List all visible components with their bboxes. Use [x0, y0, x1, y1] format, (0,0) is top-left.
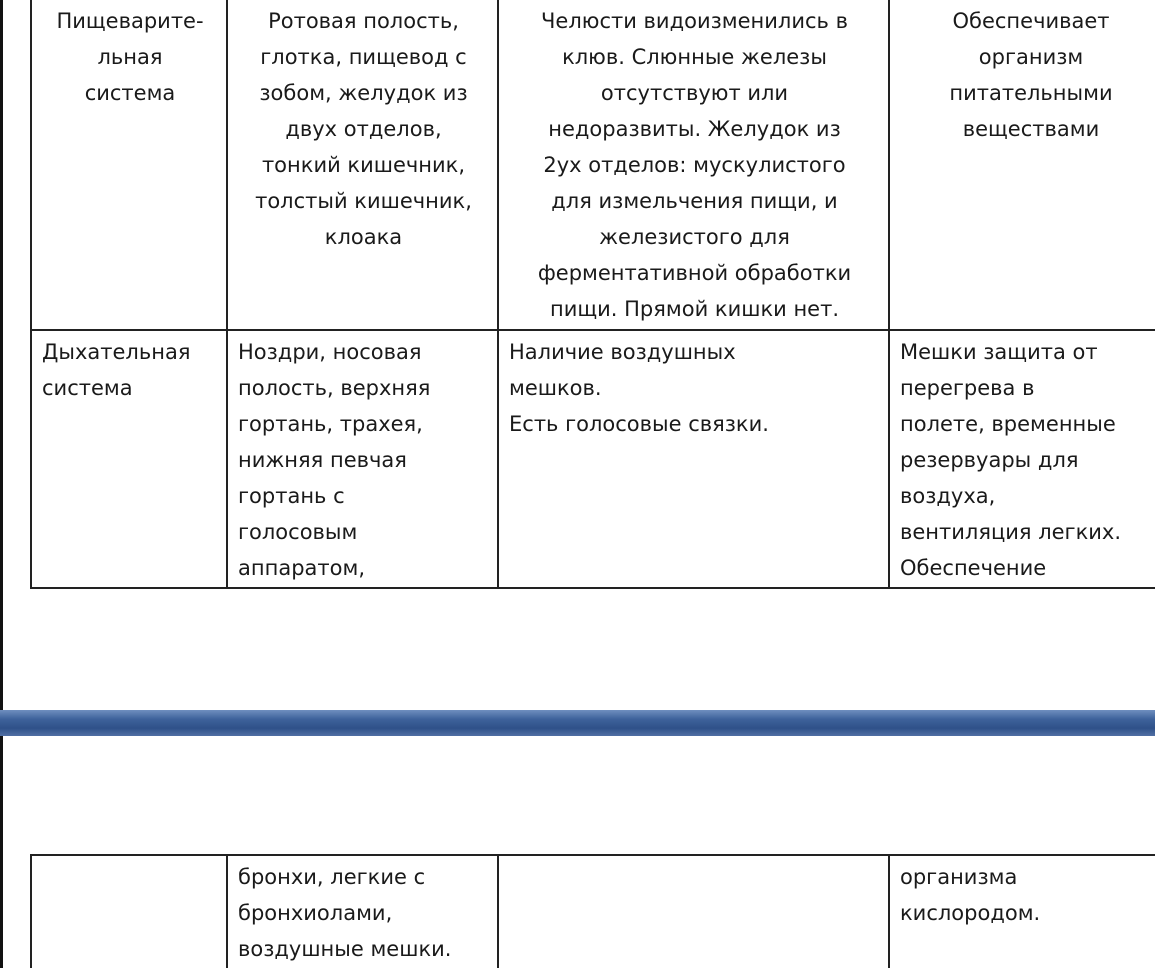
cell-organs	[227, 0, 498, 330]
cell-system	[31, 0, 227, 330]
table-row-respiratory	[31, 330, 1155, 588]
organs-text: Ротовая полость, глотка, пищевод с зобом, желудок из двух отделов, тонкий кишечник, толстый кишечник, клоака	[255, 9, 472, 249]
organs-text: Ноздри, носовая полость, верхняя гортань, трахея, нижняя певчая гортань с голосовым аппаратом,	[238, 340, 431, 580]
cell-organs	[227, 855, 498, 968]
function-text: организма кислородом.	[900, 865, 1041, 925]
function-text: Мешки защита от перегрева в полете, временные резервуары для воздуха, вентиляция легких. Обеспечение	[900, 340, 1122, 580]
cell-organs	[227, 330, 498, 588]
page-break-bar	[0, 710, 1155, 736]
table-row-respiratory-continued	[31, 855, 1155, 968]
cell-system	[31, 855, 227, 968]
system-name: Дыхательная система	[42, 340, 191, 400]
table-row-digestive	[31, 0, 1155, 330]
bird-systems-table-continued	[30, 854, 1155, 968]
cell-function	[889, 0, 1155, 330]
cell-system	[31, 330, 227, 588]
cell-function	[889, 330, 1155, 588]
cell-function	[889, 855, 1155, 968]
cell-features	[498, 330, 889, 588]
cell-features	[498, 0, 889, 330]
bird-systems-table	[30, 0, 1155, 589]
features-text: Наличие воздушных мешков. Есть голосовые связки.	[509, 340, 769, 436]
function-text: Обеспечивает организм питательными веществами	[949, 9, 1113, 141]
features-text: Челюсти видоизменились в клюв. Слюнные железы отсутствуют или недоразвиты. Желудок из 2ух отделов: мускулистого для измельчения пищи, и железистого для ферментативной обработки пищи. Прямой кишки нет.	[537, 9, 852, 321]
page-left-edge	[0, 0, 3, 968]
cell-features	[498, 855, 889, 968]
organs-text: бронхи, легкие с бронхиолами, воздушные мешки.	[238, 865, 452, 961]
system-name: Пищеварите- льная система	[56, 9, 204, 105]
